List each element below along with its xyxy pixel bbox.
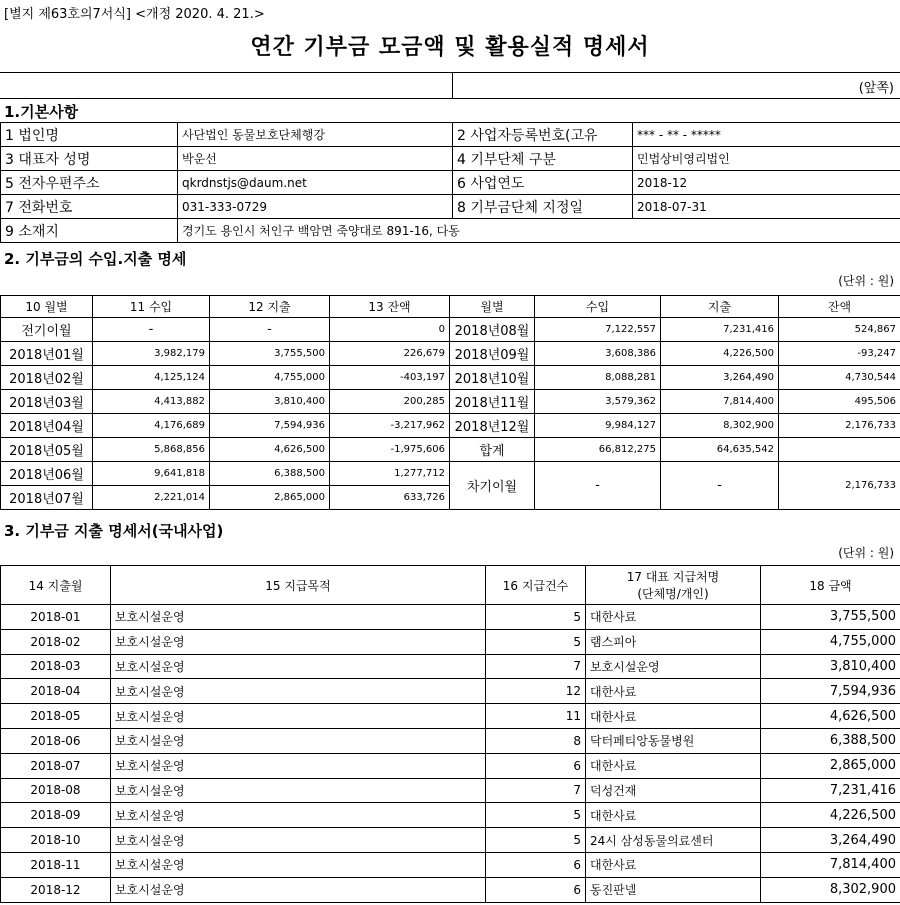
month-cell: 2018-02 bbox=[1, 629, 111, 654]
month-cell: 2018년11월 bbox=[450, 390, 535, 414]
section1-title: 1.기본사항 bbox=[4, 103, 79, 121]
expense-row bbox=[1, 828, 900, 853]
payee-header-line2: (단체명/개인) bbox=[637, 587, 709, 601]
column-header: 지출 bbox=[661, 296, 779, 318]
field-label: 1 법인명 bbox=[1, 123, 178, 147]
payee-cell: 동진판넬 bbox=[586, 877, 761, 902]
payee-cell: 대한사료 bbox=[586, 704, 761, 729]
income-cell: 9,641,818 bbox=[93, 462, 210, 486]
section2-unit: (단위 : 원) bbox=[838, 274, 894, 288]
payee-cell: 대한사료 bbox=[586, 605, 761, 630]
front-side-label: (앞쪽) bbox=[858, 81, 894, 96]
count-cell: 6 bbox=[486, 877, 586, 902]
address-value: 경기도 용인시 처인구 백암면 죽양대로 891-16, 다동 bbox=[178, 219, 900, 243]
amount-cell: 4,755,000 bbox=[761, 629, 900, 654]
expense-cell: 6,388,500 bbox=[210, 462, 330, 486]
purpose-cell: 보호시설운영 bbox=[111, 877, 486, 902]
month-cell: 2018-12 bbox=[1, 877, 111, 902]
count-cell: 7 bbox=[486, 654, 586, 679]
balance-cell: -93,247 bbox=[779, 342, 900, 366]
balance-cell: 4,730,544 bbox=[779, 366, 900, 390]
month-cell: 2018-06 bbox=[1, 728, 111, 753]
income-cell: 9,984,127 bbox=[535, 414, 661, 438]
income-expense-row bbox=[1, 438, 900, 462]
field-value: 민법상비영리법인 bbox=[633, 147, 900, 171]
column-header: 수입 bbox=[535, 296, 661, 318]
field-value: 2018-12 bbox=[633, 171, 900, 195]
month-cell: 2018년02월 bbox=[1, 366, 93, 390]
purpose-cell: 보호시설운영 bbox=[111, 803, 486, 828]
column-header: 14 지출월 bbox=[1, 566, 111, 605]
expense-cell: 7,594,936 bbox=[210, 414, 330, 438]
expense-cell: 64,635,542 bbox=[661, 438, 779, 462]
form-note: [별지 제63호의7서식] <개정 2020. 4. 21.> bbox=[4, 7, 265, 22]
section3-title: 3. 기부금 지출 명세서(국내사업) bbox=[4, 522, 224, 540]
income-cell: 5,868,856 bbox=[93, 438, 210, 462]
expense-detail-table bbox=[0, 565, 900, 903]
basic-info-row bbox=[1, 171, 900, 195]
field-value: 031-333-0729 bbox=[178, 195, 453, 219]
month-cell: 전기이월 bbox=[1, 318, 93, 342]
amount-cell: 4,626,500 bbox=[761, 704, 900, 729]
expense-cell: 4,226,500 bbox=[661, 342, 779, 366]
field-label: 8 기부금단체 지정일 bbox=[453, 195, 633, 219]
field-label: 3 대표자 성명 bbox=[1, 147, 178, 171]
column-header bbox=[586, 566, 761, 605]
amount-cell: 3,264,490 bbox=[761, 828, 900, 853]
field-label: 2 사업자등록번호(고유 bbox=[453, 123, 633, 147]
basic-info-row bbox=[1, 195, 900, 219]
field-value: 사단법인 동물보호단체행강 bbox=[178, 123, 453, 147]
basic-info-row bbox=[1, 123, 900, 147]
purpose-cell: 보호시설운영 bbox=[111, 704, 486, 729]
income-cell: 4,413,882 bbox=[93, 390, 210, 414]
field-label: 7 전화번호 bbox=[1, 195, 178, 219]
count-cell: 5 bbox=[486, 828, 586, 853]
expense-row bbox=[1, 877, 900, 902]
payee-cell: 덕성건재 bbox=[586, 778, 761, 803]
income-cell: 4,125,124 bbox=[93, 366, 210, 390]
amount-cell: 7,594,936 bbox=[761, 679, 900, 704]
page-title: 연간 기부금 모금액 및 활용실적 명세서 bbox=[250, 35, 650, 60]
payee-cell: 보호시설운영 bbox=[586, 654, 761, 679]
month-cell: 2018년09월 bbox=[450, 342, 535, 366]
expense-cell: 7,814,400 bbox=[661, 390, 779, 414]
expense-row bbox=[1, 679, 900, 704]
payee-cell: 24시 삼성동물의료센터 bbox=[586, 828, 761, 853]
column-header: 12 지출 bbox=[210, 296, 330, 318]
amount-cell: 7,231,416 bbox=[761, 778, 900, 803]
income-expense-header bbox=[1, 296, 900, 318]
divider bbox=[0, 98, 900, 99]
month-cell: 2018-05 bbox=[1, 704, 111, 729]
income-cell: 8,088,281 bbox=[535, 366, 661, 390]
balance-cell: 0 bbox=[330, 318, 450, 342]
income-expense-row bbox=[1, 390, 900, 414]
month-cell: 합계 bbox=[450, 438, 535, 462]
balance-cell: -1,975,606 bbox=[330, 438, 450, 462]
income-cell: 3,608,386 bbox=[535, 342, 661, 366]
purpose-cell: 보호시설운영 bbox=[111, 679, 486, 704]
month-cell: 2018년12월 bbox=[450, 414, 535, 438]
expense-cell: 3,810,400 bbox=[210, 390, 330, 414]
expense-row bbox=[1, 778, 900, 803]
count-cell: 7 bbox=[486, 778, 586, 803]
section3-unit: (단위 : 원) bbox=[838, 546, 894, 560]
count-cell: 12 bbox=[486, 679, 586, 704]
payee-cell: 램스피아 bbox=[586, 629, 761, 654]
balance-cell: 1,277,712 bbox=[330, 462, 450, 486]
payee-cell: 대한사료 bbox=[586, 852, 761, 877]
amount-cell: 4,226,500 bbox=[761, 803, 900, 828]
income-expense-row bbox=[1, 366, 900, 390]
field-value: *** - ** - ***** bbox=[633, 123, 900, 147]
purpose-cell: 보호시설운영 bbox=[111, 753, 486, 778]
amount-cell: 3,755,500 bbox=[761, 605, 900, 630]
month-cell: 2018년10월 bbox=[450, 366, 535, 390]
purpose-cell: 보호시설운영 bbox=[111, 629, 486, 654]
income-expense-row bbox=[1, 318, 900, 342]
purpose-cell: 보호시설운영 bbox=[111, 605, 486, 630]
income-expense-table bbox=[0, 295, 900, 510]
income-cell: 4,176,689 bbox=[93, 414, 210, 438]
payee-cell: 대한사료 bbox=[586, 753, 761, 778]
column-header: 16 지급건수 bbox=[486, 566, 586, 605]
income-expense-row bbox=[1, 414, 900, 438]
balance-cell: -3,217,962 bbox=[330, 414, 450, 438]
column-header: 18 금액 bbox=[761, 566, 900, 605]
income-cell: 2,221,014 bbox=[93, 486, 210, 510]
column-header: 10 월별 bbox=[1, 296, 93, 318]
field-label: 5 전자우편주소 bbox=[1, 171, 178, 195]
balance-cell: 200,285 bbox=[330, 390, 450, 414]
month-cell: 2018-10 bbox=[1, 828, 111, 853]
address-row bbox=[1, 219, 900, 243]
amount-cell: 6,388,500 bbox=[761, 728, 900, 753]
expense-row bbox=[1, 852, 900, 877]
amount-cell: 8,302,900 bbox=[761, 877, 900, 902]
expense-row bbox=[1, 629, 900, 654]
carry-balance: 2,176,733 bbox=[779, 462, 900, 510]
address-label: 9 소재지 bbox=[1, 219, 178, 243]
count-cell: 5 bbox=[486, 629, 586, 654]
divider bbox=[452, 72, 453, 98]
balance-cell: 633,726 bbox=[330, 486, 450, 510]
income-cell: 3,579,362 bbox=[535, 390, 661, 414]
month-cell: 2018-11 bbox=[1, 852, 111, 877]
payee-cell: 닥터페티앙동물병원 bbox=[586, 728, 761, 753]
income-cell: 3,982,179 bbox=[93, 342, 210, 366]
count-cell: 11 bbox=[486, 704, 586, 729]
basic-info-table bbox=[0, 122, 900, 243]
payee-cell: 대한사료 bbox=[586, 803, 761, 828]
month-cell: 2018-04 bbox=[1, 679, 111, 704]
expense-cell: - bbox=[210, 318, 330, 342]
expense-header bbox=[1, 566, 900, 605]
expense-row bbox=[1, 803, 900, 828]
column-header: 15 지급목적 bbox=[111, 566, 486, 605]
purpose-cell: 보호시설운영 bbox=[111, 728, 486, 753]
expense-cell: 2,865,000 bbox=[210, 486, 330, 510]
basic-info-row bbox=[1, 147, 900, 171]
field-value: qkrdnstjs@daum.net bbox=[178, 171, 453, 195]
field-label: 4 기부단체 구분 bbox=[453, 147, 633, 171]
income-cell: - bbox=[93, 318, 210, 342]
count-cell: 6 bbox=[486, 753, 586, 778]
payee-cell: 대한사료 bbox=[586, 679, 761, 704]
income-cell: 66,812,275 bbox=[535, 438, 661, 462]
expense-cell: 3,755,500 bbox=[210, 342, 330, 366]
expense-row bbox=[1, 605, 900, 630]
purpose-cell: 보호시설운영 bbox=[111, 778, 486, 803]
balance-cell: -403,197 bbox=[330, 366, 450, 390]
count-cell: 5 bbox=[486, 605, 586, 630]
month-cell: 2018년03월 bbox=[1, 390, 93, 414]
expense-row bbox=[1, 704, 900, 729]
section2-title: 2. 기부금의 수입.지출 명세 bbox=[4, 250, 187, 268]
income-expense-row bbox=[1, 342, 900, 366]
column-header: 잔액 bbox=[779, 296, 900, 318]
expense-cell: 7,231,416 bbox=[661, 318, 779, 342]
expense-cell: 3,264,490 bbox=[661, 366, 779, 390]
month-cell: 2018년07월 bbox=[1, 486, 93, 510]
expense-row bbox=[1, 654, 900, 679]
month-cell: 2018-03 bbox=[1, 654, 111, 679]
count-cell: 5 bbox=[486, 803, 586, 828]
field-label: 6 사업연도 bbox=[453, 171, 633, 195]
expense-cell: 4,755,000 bbox=[210, 366, 330, 390]
purpose-cell: 보호시설운영 bbox=[111, 852, 486, 877]
balance-cell bbox=[779, 438, 900, 462]
balance-cell: 524,867 bbox=[779, 318, 900, 342]
field-value: 2018-07-31 bbox=[633, 195, 900, 219]
month-cell: 2018-07 bbox=[1, 753, 111, 778]
balance-cell: 495,506 bbox=[779, 390, 900, 414]
income-expense-row bbox=[1, 462, 900, 486]
month-cell: 2018년04월 bbox=[1, 414, 93, 438]
payee-header-line1: 17 대표 지급처명 bbox=[626, 570, 720, 584]
carry-forward-label: 차기이월 bbox=[450, 462, 535, 510]
expense-row bbox=[1, 753, 900, 778]
count-cell: 8 bbox=[486, 728, 586, 753]
count-cell: 6 bbox=[486, 852, 586, 877]
month-cell: 2018-01 bbox=[1, 605, 111, 630]
month-cell: 2018년01월 bbox=[1, 342, 93, 366]
balance-cell: 2,176,733 bbox=[779, 414, 900, 438]
amount-cell: 2,865,000 bbox=[761, 753, 900, 778]
month-cell: 2018년05월 bbox=[1, 438, 93, 462]
divider bbox=[0, 72, 900, 73]
column-header: 13 잔액 bbox=[330, 296, 450, 318]
expense-row bbox=[1, 728, 900, 753]
amount-cell: 7,814,400 bbox=[761, 852, 900, 877]
month-cell: 2018-09 bbox=[1, 803, 111, 828]
month-cell: 2018년06월 bbox=[1, 462, 93, 486]
month-cell: 2018-08 bbox=[1, 778, 111, 803]
amount-cell: 3,810,400 bbox=[761, 654, 900, 679]
expense-cell: 4,626,500 bbox=[210, 438, 330, 462]
column-header: 월별 bbox=[450, 296, 535, 318]
expense-cell: 8,302,900 bbox=[661, 414, 779, 438]
purpose-cell: 보호시설운영 bbox=[111, 654, 486, 679]
balance-cell: 226,679 bbox=[330, 342, 450, 366]
income-cell: 7,122,557 bbox=[535, 318, 661, 342]
column-header: 11 수입 bbox=[93, 296, 210, 318]
carry-expense: - bbox=[661, 462, 779, 510]
field-value: 박운선 bbox=[178, 147, 453, 171]
purpose-cell: 보호시설운영 bbox=[111, 828, 486, 853]
month-cell: 2018년08월 bbox=[450, 318, 535, 342]
carry-income: - bbox=[535, 462, 661, 510]
